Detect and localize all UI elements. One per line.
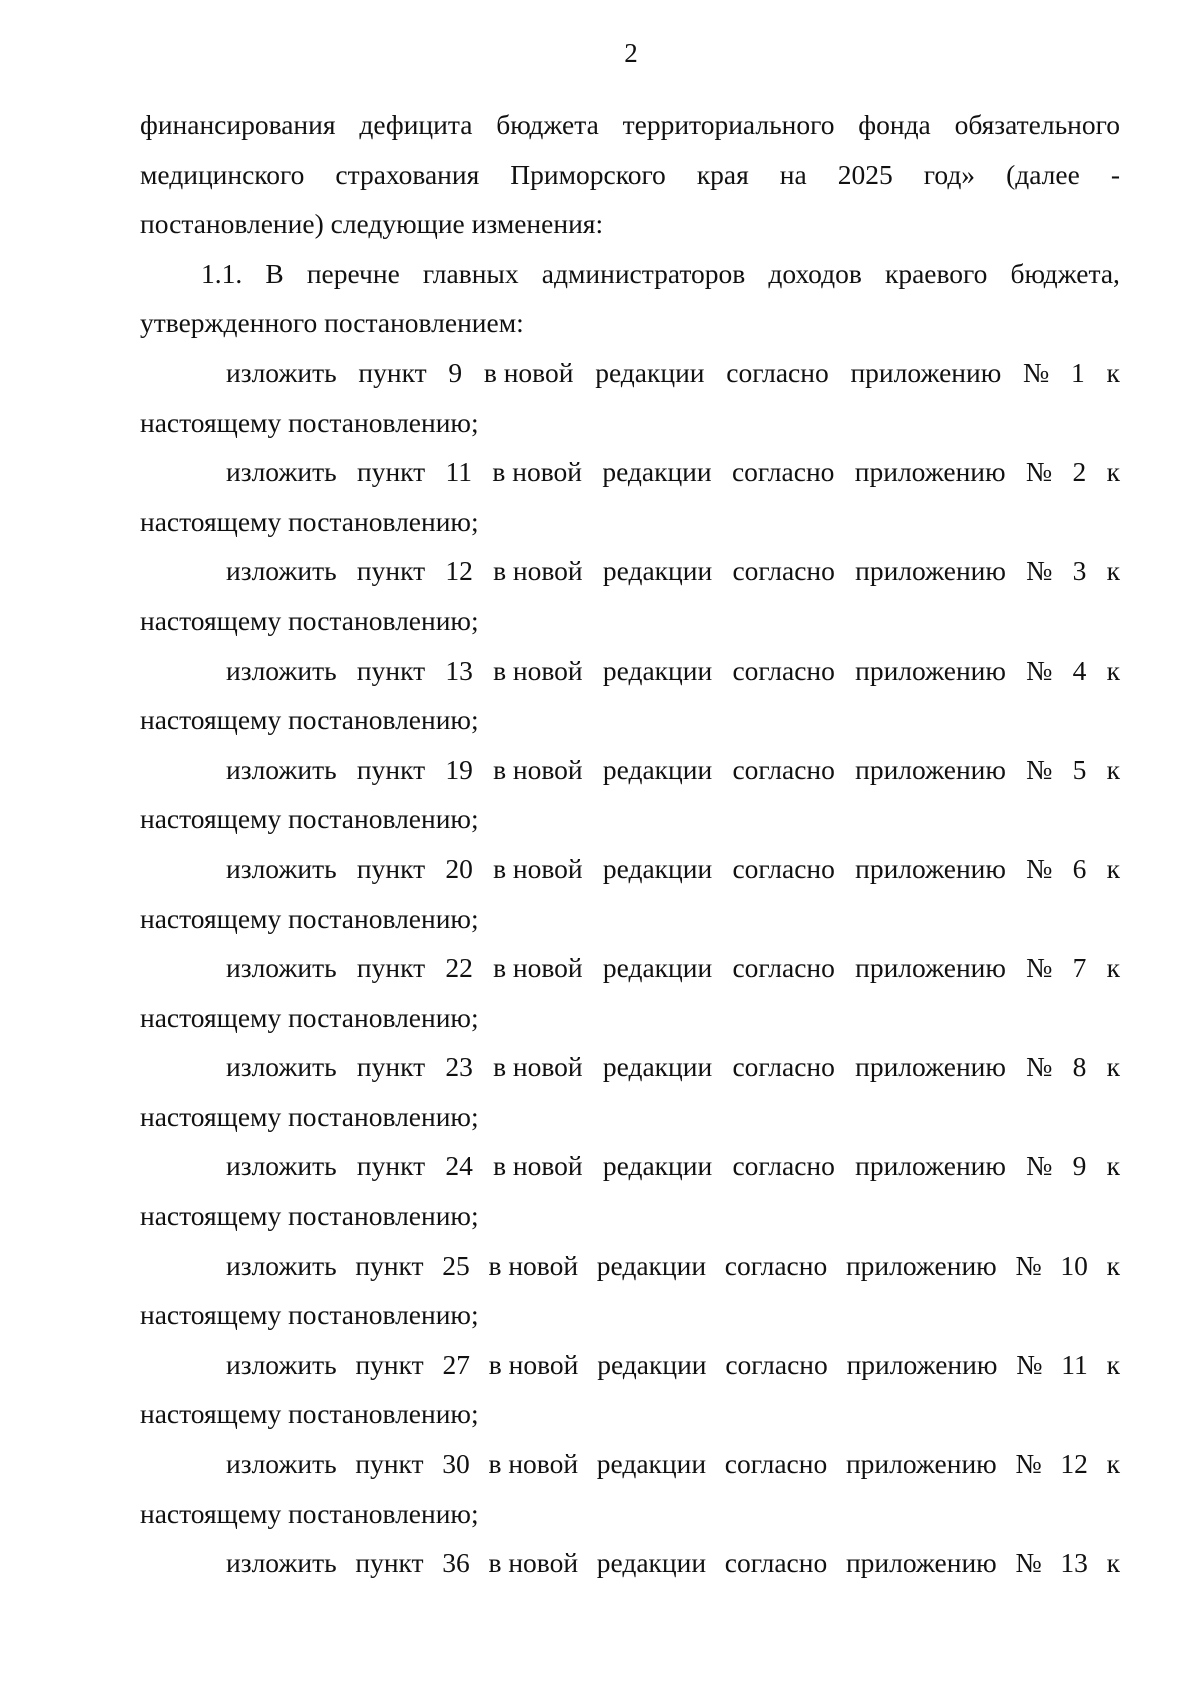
- amendment-item-line: [140, 745, 1120, 795]
- amendment-item-word: изложить: [226, 456, 337, 488]
- amendment-item-word: согласно: [732, 555, 835, 587]
- amendment-item-continuation: настоящему постановлению;: [140, 406, 479, 438]
- intro-line-3: постановление) следующие изменения:: [140, 208, 604, 240]
- amendment-item-word: 13: [1060, 1547, 1088, 1579]
- amendment-item-word: в новой: [488, 1249, 579, 1281]
- amendment-item-word: приложению: [855, 753, 1006, 785]
- amendment-item-word: пункт: [356, 753, 426, 785]
- amendment-item-word: 20: [445, 852, 473, 884]
- amendment-item-line: [140, 844, 1120, 894]
- amendment-item-word: изложить: [226, 1448, 337, 1480]
- intro-line-1-word: территориального: [622, 109, 835, 140]
- amendment-item-line: [140, 447, 1120, 497]
- amendment-item-word: редакции: [602, 456, 712, 488]
- amendment-item-word: редакции: [596, 1547, 707, 1579]
- amendment-item-word: №: [1026, 1150, 1053, 1182]
- amendment-item-word: приложению: [855, 654, 1006, 686]
- amendment-item-word: в новой: [488, 1547, 579, 1579]
- amendment-item-word: редакции: [602, 654, 713, 686]
- amendment-item-word: к: [1106, 654, 1120, 686]
- amendment-item-word: приложению: [855, 1051, 1006, 1083]
- amendment-item-word: к: [1106, 1249, 1120, 1281]
- amendment-item-word: пункт: [355, 1448, 424, 1480]
- amendment-item-word: приложению: [846, 1348, 998, 1380]
- amendment-item-word: 5: [1072, 753, 1087, 785]
- amendment-item-word: редакции: [602, 952, 713, 984]
- amendment-item-word: в новой: [488, 1348, 579, 1380]
- amendment-item: [140, 1340, 1120, 1439]
- amendment-item-word: пункт: [355, 1547, 424, 1579]
- intro-line-2-word: -: [1110, 158, 1120, 190]
- amendment-item-word: пункт: [356, 1150, 426, 1182]
- amendment-item-word: 25: [442, 1249, 470, 1281]
- intro-line-2-word: на: [779, 158, 807, 190]
- clause-1-1-word: главных: [422, 257, 519, 289]
- amendment-item-word: в новой: [493, 852, 583, 884]
- amendment-item-word: 11: [445, 456, 473, 488]
- amendment-item-word: к: [1106, 1448, 1120, 1480]
- amendment-item-continuation: настоящему постановлению;: [140, 1001, 479, 1033]
- amendment-item-word: в новой: [492, 456, 582, 488]
- amendment-item-word: пункт: [356, 654, 426, 686]
- amendment-item-word: изложить: [226, 852, 337, 884]
- amendment-item-word: редакции: [602, 1051, 713, 1083]
- intro-line-1-word: фонда: [858, 109, 931, 140]
- amendment-item-word: к: [1106, 1348, 1120, 1380]
- amendment-item-continuation: настоящему постановлению;: [140, 604, 479, 636]
- page-number: 2: [624, 38, 638, 68]
- amendment-item-word: редакции: [596, 1448, 707, 1480]
- amendment-item-word: пункт: [355, 1249, 424, 1281]
- amendment-item-word: к: [1106, 952, 1120, 984]
- amendment-item-word: №: [1026, 555, 1053, 587]
- amendment-item-line: [140, 1141, 1120, 1191]
- amendment-item-word: 30: [442, 1448, 470, 1480]
- amendment-item-word: к: [1106, 852, 1120, 884]
- amendment-item-word: редакции: [595, 356, 705, 388]
- intro-line-1-word: обязательного: [954, 109, 1120, 140]
- amendment-item-word: в новой: [493, 753, 583, 785]
- clause-1-1-word: перечне: [306, 257, 400, 289]
- amendment-item-word: 36: [442, 1547, 470, 1579]
- clause-1-1-word: В: [265, 257, 284, 289]
- intro-line-2-word: (далее: [1006, 158, 1080, 190]
- amendment-item-word: приложению: [854, 456, 1006, 488]
- amendment-item-continuation: настоящему постановлению;: [140, 1497, 479, 1529]
- amendment-item-word: 10: [1060, 1249, 1088, 1281]
- amendment-item: [140, 546, 1120, 645]
- amendment-item-word: 23: [445, 1051, 473, 1083]
- amendment-item-word: 8: [1072, 1051, 1087, 1083]
- amendment-item-line: [140, 1241, 1120, 1291]
- amendment-item-word: изложить: [226, 1051, 337, 1083]
- clause-1-1-word: 1.1.: [201, 257, 243, 289]
- amendment-item-continuation: настоящему постановлению;: [140, 704, 479, 736]
- amendment-item-line: [140, 1439, 1120, 1489]
- amendment-item-word: в новой: [493, 1051, 583, 1083]
- amendment-item-continuation: настоящему постановлению;: [140, 1100, 479, 1132]
- intro-line-2-word: год»: [923, 158, 976, 190]
- amendment-item-word: пункт: [356, 555, 426, 587]
- amendment-item-word: изложить: [226, 1150, 337, 1182]
- amendment-item-word: изложить: [226, 1348, 337, 1380]
- amendment-item-word: 6: [1072, 852, 1087, 884]
- amendment-item-word: согласно: [731, 456, 835, 488]
- clause-1-1-word: краевого: [884, 257, 988, 289]
- clause-1-1-line-1: [140, 249, 1120, 299]
- amendment-item-word: приложению: [845, 1249, 997, 1281]
- amendment-item-word: изложить: [226, 1547, 337, 1579]
- amendment-item-word: согласно: [732, 1150, 835, 1182]
- amendment-item-word: согласно: [724, 1448, 828, 1480]
- amendment-item-word: согласно: [732, 952, 835, 984]
- amendment-item: [140, 1042, 1120, 1141]
- amendment-item: [140, 348, 1120, 447]
- amendment-item-word: приложению: [845, 1448, 997, 1480]
- amendment-item-word: изложить: [226, 952, 337, 984]
- amendment-item-word: изложить: [226, 654, 337, 686]
- amendment-item-word: 12: [1060, 1448, 1088, 1480]
- amendment-item-word: приложению: [855, 1150, 1006, 1182]
- intro-line-1-word: бюджета: [496, 109, 599, 140]
- amendment-item: [140, 745, 1120, 844]
- amendment-item-word: №: [1023, 356, 1050, 388]
- amendment-item-word: в новой: [488, 1448, 579, 1480]
- amendment-item-continuation: настоящему постановлению;: [140, 1398, 479, 1430]
- amendment-item-word: приложению: [855, 852, 1006, 884]
- amendment-item: [140, 447, 1120, 546]
- amendment-item-continuation: настоящему постановлению;: [140, 902, 479, 934]
- amendment-item-word: 12: [445, 555, 473, 587]
- amendment-item-word: редакции: [602, 1150, 713, 1182]
- amendment-list: [140, 348, 1120, 1588]
- intro-line-2-word: края: [696, 158, 749, 190]
- amendment-item-word: пункт: [358, 356, 427, 388]
- amendment-item-word: 22: [445, 952, 473, 984]
- amendment-item-word: №: [1015, 1249, 1042, 1281]
- amendment-item-word: пункт: [356, 1051, 426, 1083]
- intro-line-1-word: финансирования: [140, 109, 336, 140]
- intro-line-2: [140, 150, 1120, 200]
- amendment-item: [140, 1241, 1120, 1340]
- amendment-item-word: в новой: [483, 356, 574, 388]
- amendment-item-word: 9: [448, 356, 463, 388]
- amendment-item-word: 2: [1072, 456, 1087, 488]
- amendment-item-word: к: [1106, 1150, 1120, 1182]
- amendment-item-line: [140, 646, 1120, 696]
- amendment-item-word: №: [1016, 1348, 1043, 1380]
- amendment-item-word: к: [1106, 456, 1120, 488]
- document-body: [140, 100, 1120, 1588]
- amendment-item-word: приложению: [855, 952, 1006, 984]
- intro-line-2-word: 2025: [837, 158, 893, 190]
- amendment-item-word: пункт: [355, 1348, 424, 1380]
- amendment-item-word: 24: [445, 1150, 473, 1182]
- intro-line-2-word: медицинского: [140, 158, 305, 190]
- amendment-item: [140, 844, 1120, 943]
- amendment-item-word: изложить: [226, 356, 337, 388]
- amendment-item-word: 3: [1072, 555, 1087, 587]
- amendment-item-line: [140, 1340, 1120, 1390]
- amendment-item: [140, 943, 1120, 1042]
- amendment-item-word: 11: [1061, 1348, 1088, 1380]
- amendment-item-word: пункт: [356, 852, 426, 884]
- clause-1-1-word: бюджета,: [1010, 257, 1120, 289]
- amendment-item: [140, 1439, 1120, 1538]
- amendment-item-word: №: [1025, 456, 1053, 488]
- amendment-item-word: пункт: [356, 952, 426, 984]
- clause-1-1-word: администраторов: [541, 257, 746, 289]
- amendment-item-word: приложению: [855, 555, 1006, 587]
- amendment-item-word: к: [1106, 753, 1120, 785]
- amendment-item-word: согласно: [732, 753, 835, 785]
- amendment-item-word: №: [1026, 753, 1053, 785]
- amendment-item-word: №: [1015, 1448, 1042, 1480]
- amendment-item-line: [140, 348, 1120, 398]
- amendment-item-word: 1: [1071, 356, 1085, 388]
- amendment-item-word: редакции: [596, 1249, 707, 1281]
- amendment-item-word: приложению: [845, 1547, 997, 1579]
- amendment-item-continuation: настоящему постановлению;: [140, 803, 479, 835]
- amendment-item-word: в новой: [493, 654, 583, 686]
- intro-line-2-word: Приморского: [510, 158, 666, 190]
- clause-1-1-word: доходов: [768, 257, 862, 289]
- amendment-item-word: 7: [1072, 952, 1087, 984]
- amendment-item-word: редакции: [602, 852, 713, 884]
- amendment-item-word: №: [1026, 1051, 1053, 1083]
- amendment-item-word: приложению: [850, 356, 1002, 388]
- amendment-item-word: согласно: [732, 1051, 835, 1083]
- amendment-item-word: изложить: [226, 753, 337, 785]
- amendment-item-word: 27: [442, 1348, 470, 1380]
- amendment-item-line: [140, 1042, 1120, 1092]
- amendment-item-line: [140, 943, 1120, 993]
- amendment-item-word: №: [1026, 852, 1053, 884]
- amendment-item-word: редакции: [597, 1348, 707, 1380]
- amendment-item-word: №: [1026, 952, 1053, 984]
- amendment-item-word: редакции: [602, 555, 713, 587]
- amendment-item-word: редакции: [602, 753, 713, 785]
- amendment-item-word: к: [1106, 1051, 1120, 1083]
- amendment-item: [140, 646, 1120, 745]
- amendment-item-word: в новой: [493, 952, 583, 984]
- amendment-item-word: №: [1015, 1547, 1042, 1579]
- amendment-item-word: изложить: [226, 1249, 337, 1281]
- amendment-item-word: к: [1106, 1547, 1120, 1579]
- amendment-item-word: согласно: [724, 1547, 828, 1579]
- amendment-item-word: 13: [445, 654, 473, 686]
- amendment-item-word: 9: [1072, 1150, 1087, 1182]
- amendment-item-word: 4: [1072, 654, 1087, 686]
- amendment-item-line: [140, 1538, 1120, 1588]
- intro-line-1: [140, 100, 1120, 150]
- amendment-item-word: в новой: [493, 1150, 583, 1182]
- amendment-item-word: 19: [445, 753, 473, 785]
- amendment-item-word: пункт: [357, 456, 426, 488]
- amendment-item-word: согласно: [732, 852, 835, 884]
- amendment-item-word: согласно: [726, 356, 829, 388]
- amendment-item: [140, 1538, 1120, 1588]
- amendment-item-word: к: [1106, 555, 1120, 587]
- amendment-item-word: изложить: [226, 555, 337, 587]
- amendment-item-word: в новой: [493, 555, 583, 587]
- intro-line-2-word: страхования: [335, 158, 480, 190]
- intro-line-1-word: дефицита: [359, 109, 473, 140]
- amendment-item-line: [140, 546, 1120, 596]
- amendment-item-continuation: настоящему постановлению;: [140, 1299, 479, 1331]
- clause-1-1-line-2: утвержденного постановлением:: [140, 307, 524, 339]
- amendment-item-continuation: настоящему постановлению;: [140, 1200, 479, 1232]
- amendment-item-word: к: [1106, 356, 1120, 388]
- amendment-item-word: №: [1026, 654, 1053, 686]
- amendment-item-word: согласно: [732, 654, 835, 686]
- amendment-item-word: согласно: [724, 1249, 828, 1281]
- amendment-item-continuation: настоящему постановлению;: [140, 505, 479, 537]
- amendment-item: [140, 1141, 1120, 1240]
- amendment-item-word: согласно: [725, 1348, 828, 1380]
